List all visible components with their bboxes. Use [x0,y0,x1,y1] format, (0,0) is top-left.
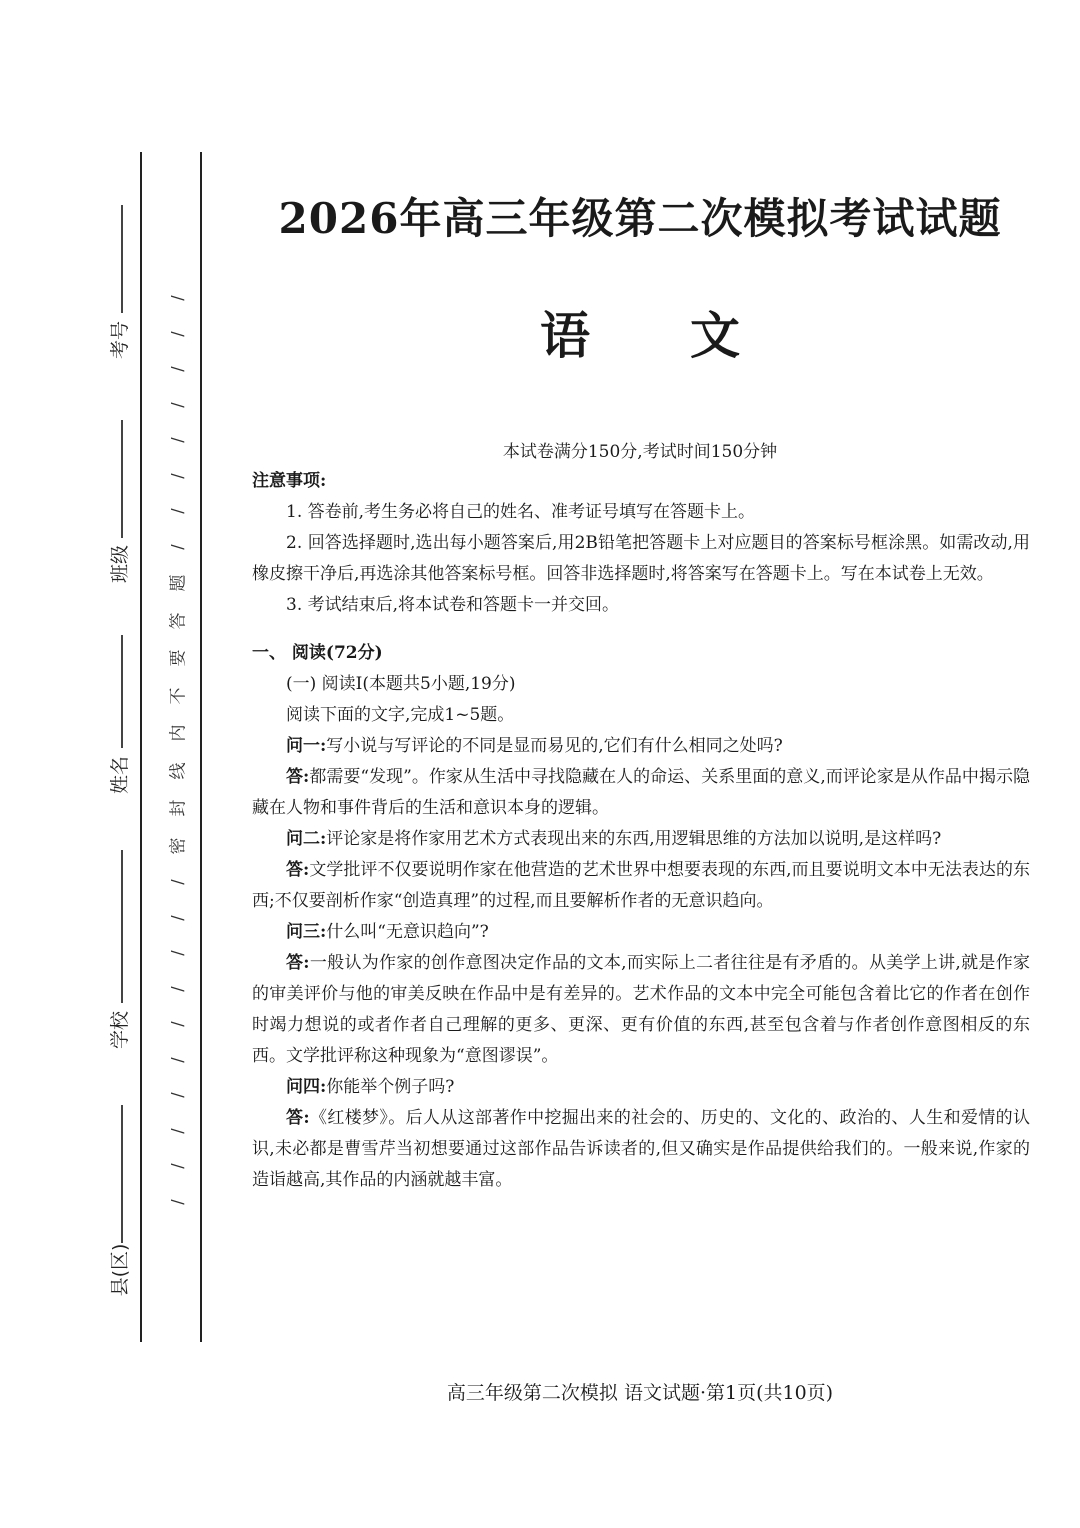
seal-slash: / [167,1128,187,1134]
seal-slash: / [167,508,187,514]
exam-number-label: 考号 [109,321,131,360]
seal-char: 线 [168,762,188,780]
qa-label: 问一: [286,736,327,756]
seal-slash: / [167,401,187,408]
qa-paragraph [252,762,1030,824]
seal-char: 内 [168,724,188,742]
section-title: 一、 阅读(72分) [252,643,383,663]
seal-slash: / [167,915,187,921]
exam-number-blank[interactable] [121,205,123,313]
seal-slash: / [167,1021,187,1028]
seal-slash: / [167,295,187,301]
seal-slash: / [167,879,187,885]
seal-char: 密 [168,837,188,855]
subject-char: 语 [540,306,690,365]
seal-slash: / [167,1199,187,1205]
subject-char: 文 [690,306,840,365]
qa-label: 问三: [286,922,327,942]
qa-text: 写小说与写评论的不同是显而易见的,它们有什么相同之处吗? [326,736,783,756]
qa-label: 答: [286,767,310,787]
qa-label: 答: [286,860,310,880]
exam-title: 2026年高三年级第二次模拟考试试题 [278,194,1002,243]
seal-slash: / [167,366,187,372]
qa-paragraph [252,1072,1030,1103]
seal-slash: / [167,1092,187,1099]
school-blank[interactable] [121,850,123,1003]
seal-slash: / [167,1163,187,1170]
binding-line-inner [200,152,202,1342]
qa-paragraph [252,948,1030,1072]
part-title: (一) 阅读Ⅰ(本题共5小题,19分) [286,674,516,694]
qa-text: 文学批评不仅要说明作家在他营造的艺术世界中想要表现的东西,而且要说明文本中无法表达的东西;不仅要剖析作家“创造真理”的过程,而且要解析作者的无意识趋向。 [252,860,1030,911]
qa-label: 答: [286,953,310,973]
class-label: 班级 [109,545,131,584]
qa-label: 问四: [286,1077,327,1097]
qa-label: 答: [286,1108,310,1128]
seal-line-text [158,290,198,1210]
seal-char: 要 [168,649,188,667]
name-label: 姓名 [109,756,131,795]
qa-paragraph [252,855,1030,917]
seal-slash: / [167,330,187,337]
qa-label: 问二: [286,829,327,849]
seal-char: 题 [168,574,188,592]
notice-item: 1. 答卷前,考生务必将自己的姓名、准考证号填写在答题卡上。 [286,502,756,522]
notice-item: 3. 考试结束后,将本试卷和答题卡一并交回。 [286,595,620,615]
seal-slash: / [167,437,187,443]
seal-char: 答 [168,612,188,630]
qa-paragraph [252,824,1030,855]
school-label: 学校 [109,1011,131,1050]
exam-content [252,466,1030,1196]
county-label: 县(区) [109,1243,131,1297]
notice-item: 2. 回答选择题时,选出每小题答案后,用2B铅笔把答题卡上对应题目的答案标号框涂黑。如需改动,用橡皮擦干净后,再选涂其他答案标号框。回答非选择题时,将答案写在答题卡上。写在本试卷上无效。 [252,533,1030,584]
qa-text: 评论家是将作家用艺术方式表现出来的东西,用逻辑思维的方法加以说明,是这样吗? [326,829,942,849]
seal-slash: / [167,950,187,956]
name-blank[interactable] [121,635,123,748]
seal-char: 封 [168,799,188,817]
qa-paragraph [252,1103,1030,1196]
seal-slash: / [167,472,187,479]
qa-text: 你能举个例子吗? [326,1077,455,1097]
qa-text: 都需要“发现”。作家从生活中寻找隐藏在人的命运、关系里面的意义,而评论家是从作品中揭示隐藏在人物和事件背后的生活和意识本身的逻辑。 [252,767,1030,818]
class-blank[interactable] [121,420,123,538]
seal-slash: / [167,1057,187,1063]
reading-instruction: 阅读下面的文字,完成1~5题。 [286,705,515,725]
exam-info: 本试卷满分150分,考试时间150分钟 [502,442,778,462]
qa-text: 《红楼梦》。后人从这部著作中挖掘出来的社会的、历史的、文化的、政治的、人生和爱情的认识,未必都是曹雪芹当初想要通过这部作品告诉读者的,但又确实是作品提供给我们的。一般来说,作家的造诣越高,其作品的内涵就越丰富。 [252,1108,1031,1190]
page-footer: 高三年级第二次模拟 语文试题·第1页(共10页) [446,1382,834,1404]
seal-slash: / [167,986,187,992]
qa-text: 什么叫“无意识趋向”? [326,922,489,942]
subject-title [250,296,1030,368]
county-blank[interactable] [121,1105,123,1243]
qa-paragraph [252,917,1030,948]
qa-paragraph [252,731,1030,762]
seal-char: 不 [168,687,188,705]
notice-heading: 注意事项: [252,471,327,491]
seal-slash: / [167,543,187,550]
qa-text: 一般认为作家的创作意图决定作品的文本,而实际上二者往往是有矛盾的。从美学上讲,就是作家的审美评价与他的审美反映在作品中是有差异的。艺术作品的文本中完全可能包含着比它的作者在创作时竭力想说的或者作者自己理解的更多、更深、更有价值的东西,甚至包含着与作者创作意图相反的东西。文学批评称这种现象为“意图谬误”。 [252,953,1030,1066]
